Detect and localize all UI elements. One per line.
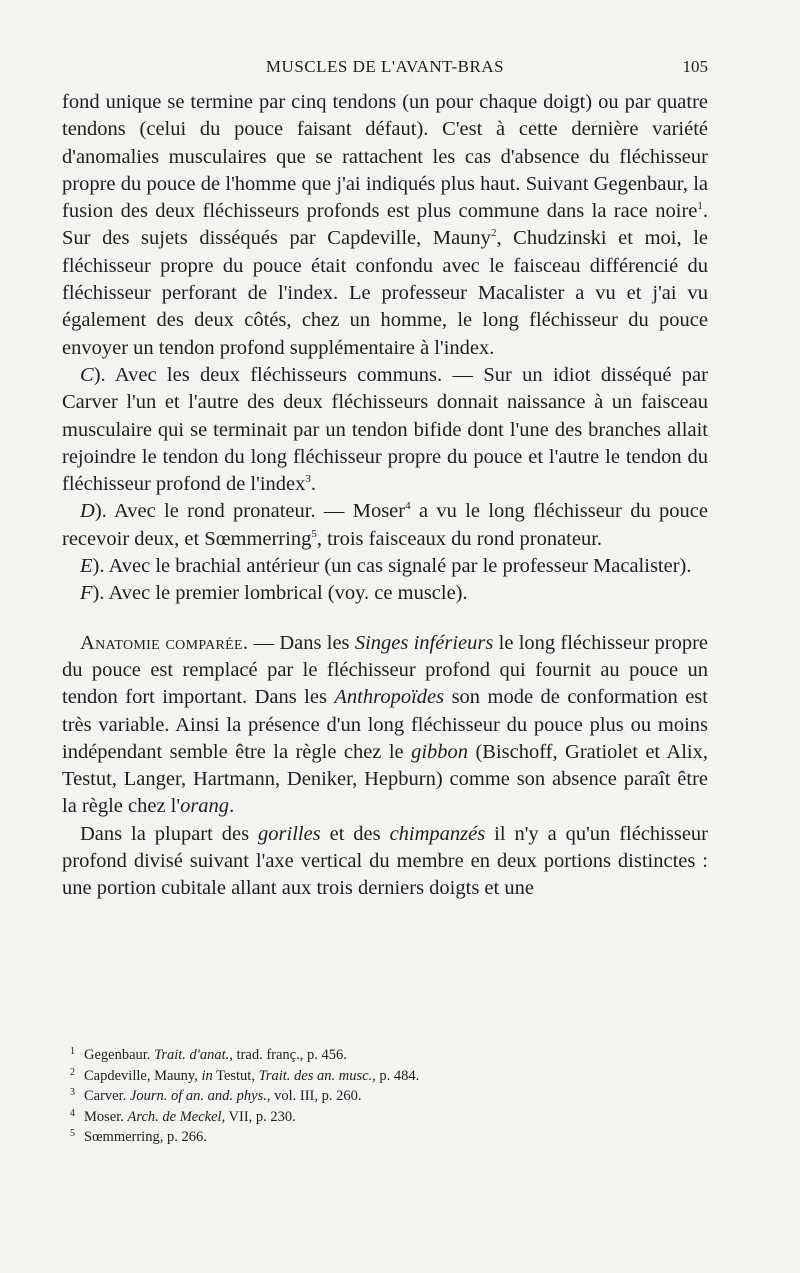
text-run: .: [310, 473, 316, 496]
text-run: Carver.: [84, 1088, 130, 1104]
text-run: ). Avec le premier lombrical (voy. ce muscle).: [92, 582, 468, 605]
text-run: a vu le long fléchisseur du pouce recevoir deux, et Sœmmerring: [62, 500, 708, 550]
text-run: Sœmmerring, p. 266.: [84, 1129, 207, 1145]
page-number: 105: [682, 57, 708, 76]
paragraph-p4: [62, 553, 708, 580]
text-run: fond unique se termine par cinq tendons (un pour chaque doigt) ou par quatre tendons (celui du pouce faisant défaut). C'est à cette dernière variété d'anomalies musculaires que se rattachent les cas d'absence du fléchisseur propre du pouce de l'homme que j'ai indiqués plus haut. Suivant Gegenbaur, la fusion des deux fléchisseurs profonds est plus commune dans la race noire: [62, 91, 708, 223]
text-run: Moser.: [84, 1108, 128, 1125]
italic-text: chimpanzés: [389, 822, 486, 845]
italic-text: Trait. d'anat.: [154, 1047, 230, 1063]
italic-text: Anthropoïdes: [334, 686, 445, 709]
text-run: .: [229, 795, 235, 818]
text-run: son mode de conformation est très variable. Ainsi la présence d'un long fléchisseur du pouce plus ou moins indépendant semble être la règle chez le: [62, 686, 708, 763]
italic-text: D: [80, 500, 95, 523]
footnote-ref: 3: [305, 473, 311, 486]
footnote: [70, 1086, 700, 1107]
text-run: Testut,: [212, 1067, 259, 1084]
footnote-mark: 2: [70, 1066, 75, 1078]
footnote-ref: 4: [405, 500, 411, 513]
text-run: ). Avec les deux fléchisseurs communs. — Sur un idiot disséqué par Carver l'un et l'autre des deux fléchisseurs donnait naissance à un faisceau musculaire qui se terminait par un tendon bifide dont l'une des branches allait rejoindre le tendon du long fléchisseur propre du pouce et l'autre le tendon du fléchisseur profond de l'index: [62, 363, 708, 496]
page-header: [62, 57, 708, 87]
italic-text: C: [80, 363, 94, 386]
text-run: ). Avec le brachial antérieur (un cas signalé par le professeur Macalister).: [92, 555, 692, 578]
body-text: [62, 89, 708, 903]
footnote-mark: 1: [70, 1046, 75, 1057]
footnote: [70, 1127, 700, 1148]
italic-text: orang: [180, 795, 230, 818]
footnote: [70, 1045, 700, 1066]
paragraph-p2: [62, 362, 708, 498]
footnote-ref: 5: [311, 527, 317, 540]
text-run: , vol. III, p. 260.: [266, 1088, 362, 1104]
text-run: et des: [320, 822, 390, 845]
italic-text: Arch. de Meckel: [127, 1108, 222, 1125]
footnote: [70, 1066, 700, 1087]
italic-text: gibbon: [411, 740, 469, 763]
text-run: (Bischoff, Gratiolet et Alix, Testut, Langer, Hartmann, Deniker, Hepburn) comme son absence paraît être la règle chez l': [62, 740, 708, 818]
italic-text: Singes inférieurs: [354, 631, 494, 654]
text-run: le long fléchisseur propre du pouce est remplacé par le fléchisseur profond qui fournit au pouce un tendon fort important. Dans les: [62, 631, 708, 709]
text-run: , Chudzinski et moi, le fléchisseur propre du pouce était confondu avec le faisceau différencié du fléchisseur perforant de l'index. Le professeur Macalister a vu et j'ai vu également des deux côtés, chez un homme, le long fléchisseur du pouce envoyer un tendon profond supplémentaire à l'index.: [62, 227, 709, 359]
section-gap: [62, 608, 708, 630]
text-run: . Sur des sujets disséqués par Capdeville, Mauny: [62, 200, 708, 250]
text-run: il n'y a qu'un fléchisseur profond divisé suivant l'axe vertical du membre en deux portions distinctes : une portion cubitale allant aux trois derniers doigts et une: [62, 822, 708, 900]
italic-text: gorilles: [258, 822, 321, 845]
text-run: ). Avec le rond pronateur. — Moser: [94, 500, 406, 523]
section-heading: Anatomie comparée.: [80, 631, 249, 654]
paragraph-p5: [62, 580, 708, 607]
paragraph-p6: [62, 630, 708, 821]
paragraph-p3: [62, 498, 708, 553]
text-run: , p. 484.: [372, 1067, 420, 1084]
italic-text: F: [80, 582, 93, 605]
text-run: , trois faisceaux du rond pronateur.: [316, 527, 603, 550]
italic-text: in: [201, 1067, 213, 1084]
text-run: — Dans les: [248, 631, 355, 654]
text-run: Capdeville, Mauny,: [84, 1067, 202, 1084]
footnotes: [70, 1045, 700, 1148]
text-run: Dans la plupart des: [80, 822, 259, 845]
paragraph-p7: [62, 821, 708, 903]
footnote: [70, 1107, 700, 1128]
text-run: Gegenbaur.: [84, 1047, 155, 1063]
italic-text: E: [80, 555, 93, 578]
footnote-ref: 2: [490, 227, 497, 240]
footnote-mark: 4: [70, 1107, 75, 1119]
text-run: , trad. franç., p. 456.: [229, 1047, 347, 1063]
paragraph-p1: [62, 89, 708, 362]
footnote-mark: 5: [70, 1128, 75, 1139]
italic-text: Journ. of an. and. phys.: [129, 1088, 267, 1104]
running-title: MUSCLES DE L'AVANT-BRAS: [265, 57, 505, 76]
text-run: , VII, p. 230.: [221, 1108, 296, 1125]
footnote-ref: 1: [697, 200, 703, 213]
footnote-mark: 3: [70, 1087, 75, 1098]
italic-text: Trait. des an. musc.: [258, 1067, 373, 1084]
